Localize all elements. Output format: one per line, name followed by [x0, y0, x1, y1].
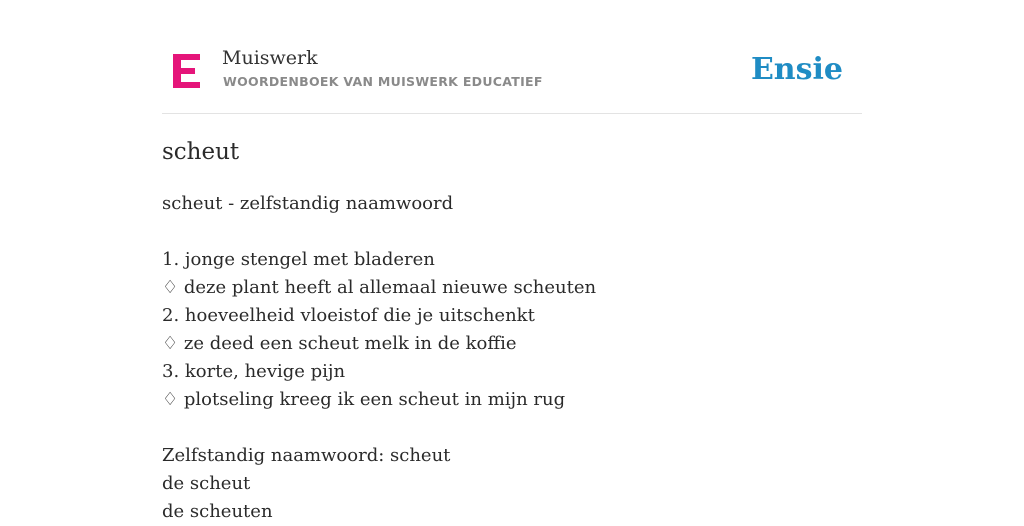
entry-line: ♢ plotseling kreeg ik een scheut in mijn rug [162, 389, 566, 410]
entry-line [162, 218, 862, 246]
entry-line: scheut - zelfstandig naamwoord [162, 193, 454, 214]
brand-name[interactable]: Muiswerk [222, 47, 318, 69]
entry-line [162, 414, 862, 442]
entry-line: 2. hoeveelheid vloeistof die je uitschenkt [162, 305, 535, 326]
site-header [162, 0, 862, 114]
entry-definition [162, 190, 862, 526]
entry-line: ♢ deze plant heeft al allemaal nieuwe scheuten [162, 277, 597, 298]
entry-title: scheut [162, 139, 240, 165]
entry-line: 3. korte, hevige pijn [162, 361, 346, 382]
entry-line: de scheuten [162, 501, 273, 522]
brand-subtitle: WOORDENBOEK VAN MUISWERK EDUCATIEF [223, 74, 543, 89]
page [162, 0, 862, 522]
ensie-logo-link[interactable]: Ensie [750, 52, 843, 87]
entry-line: Zelfstandig naamwoord: scheut [162, 445, 451, 466]
entry-line: ♢ ze deed een scheut melk in de koffie [162, 333, 517, 354]
entry-line: 1. jonge stengel met bladeren [162, 249, 435, 270]
muiswerk-logo-icon[interactable] [173, 54, 200, 88]
entry-line: de scheut [162, 473, 251, 494]
